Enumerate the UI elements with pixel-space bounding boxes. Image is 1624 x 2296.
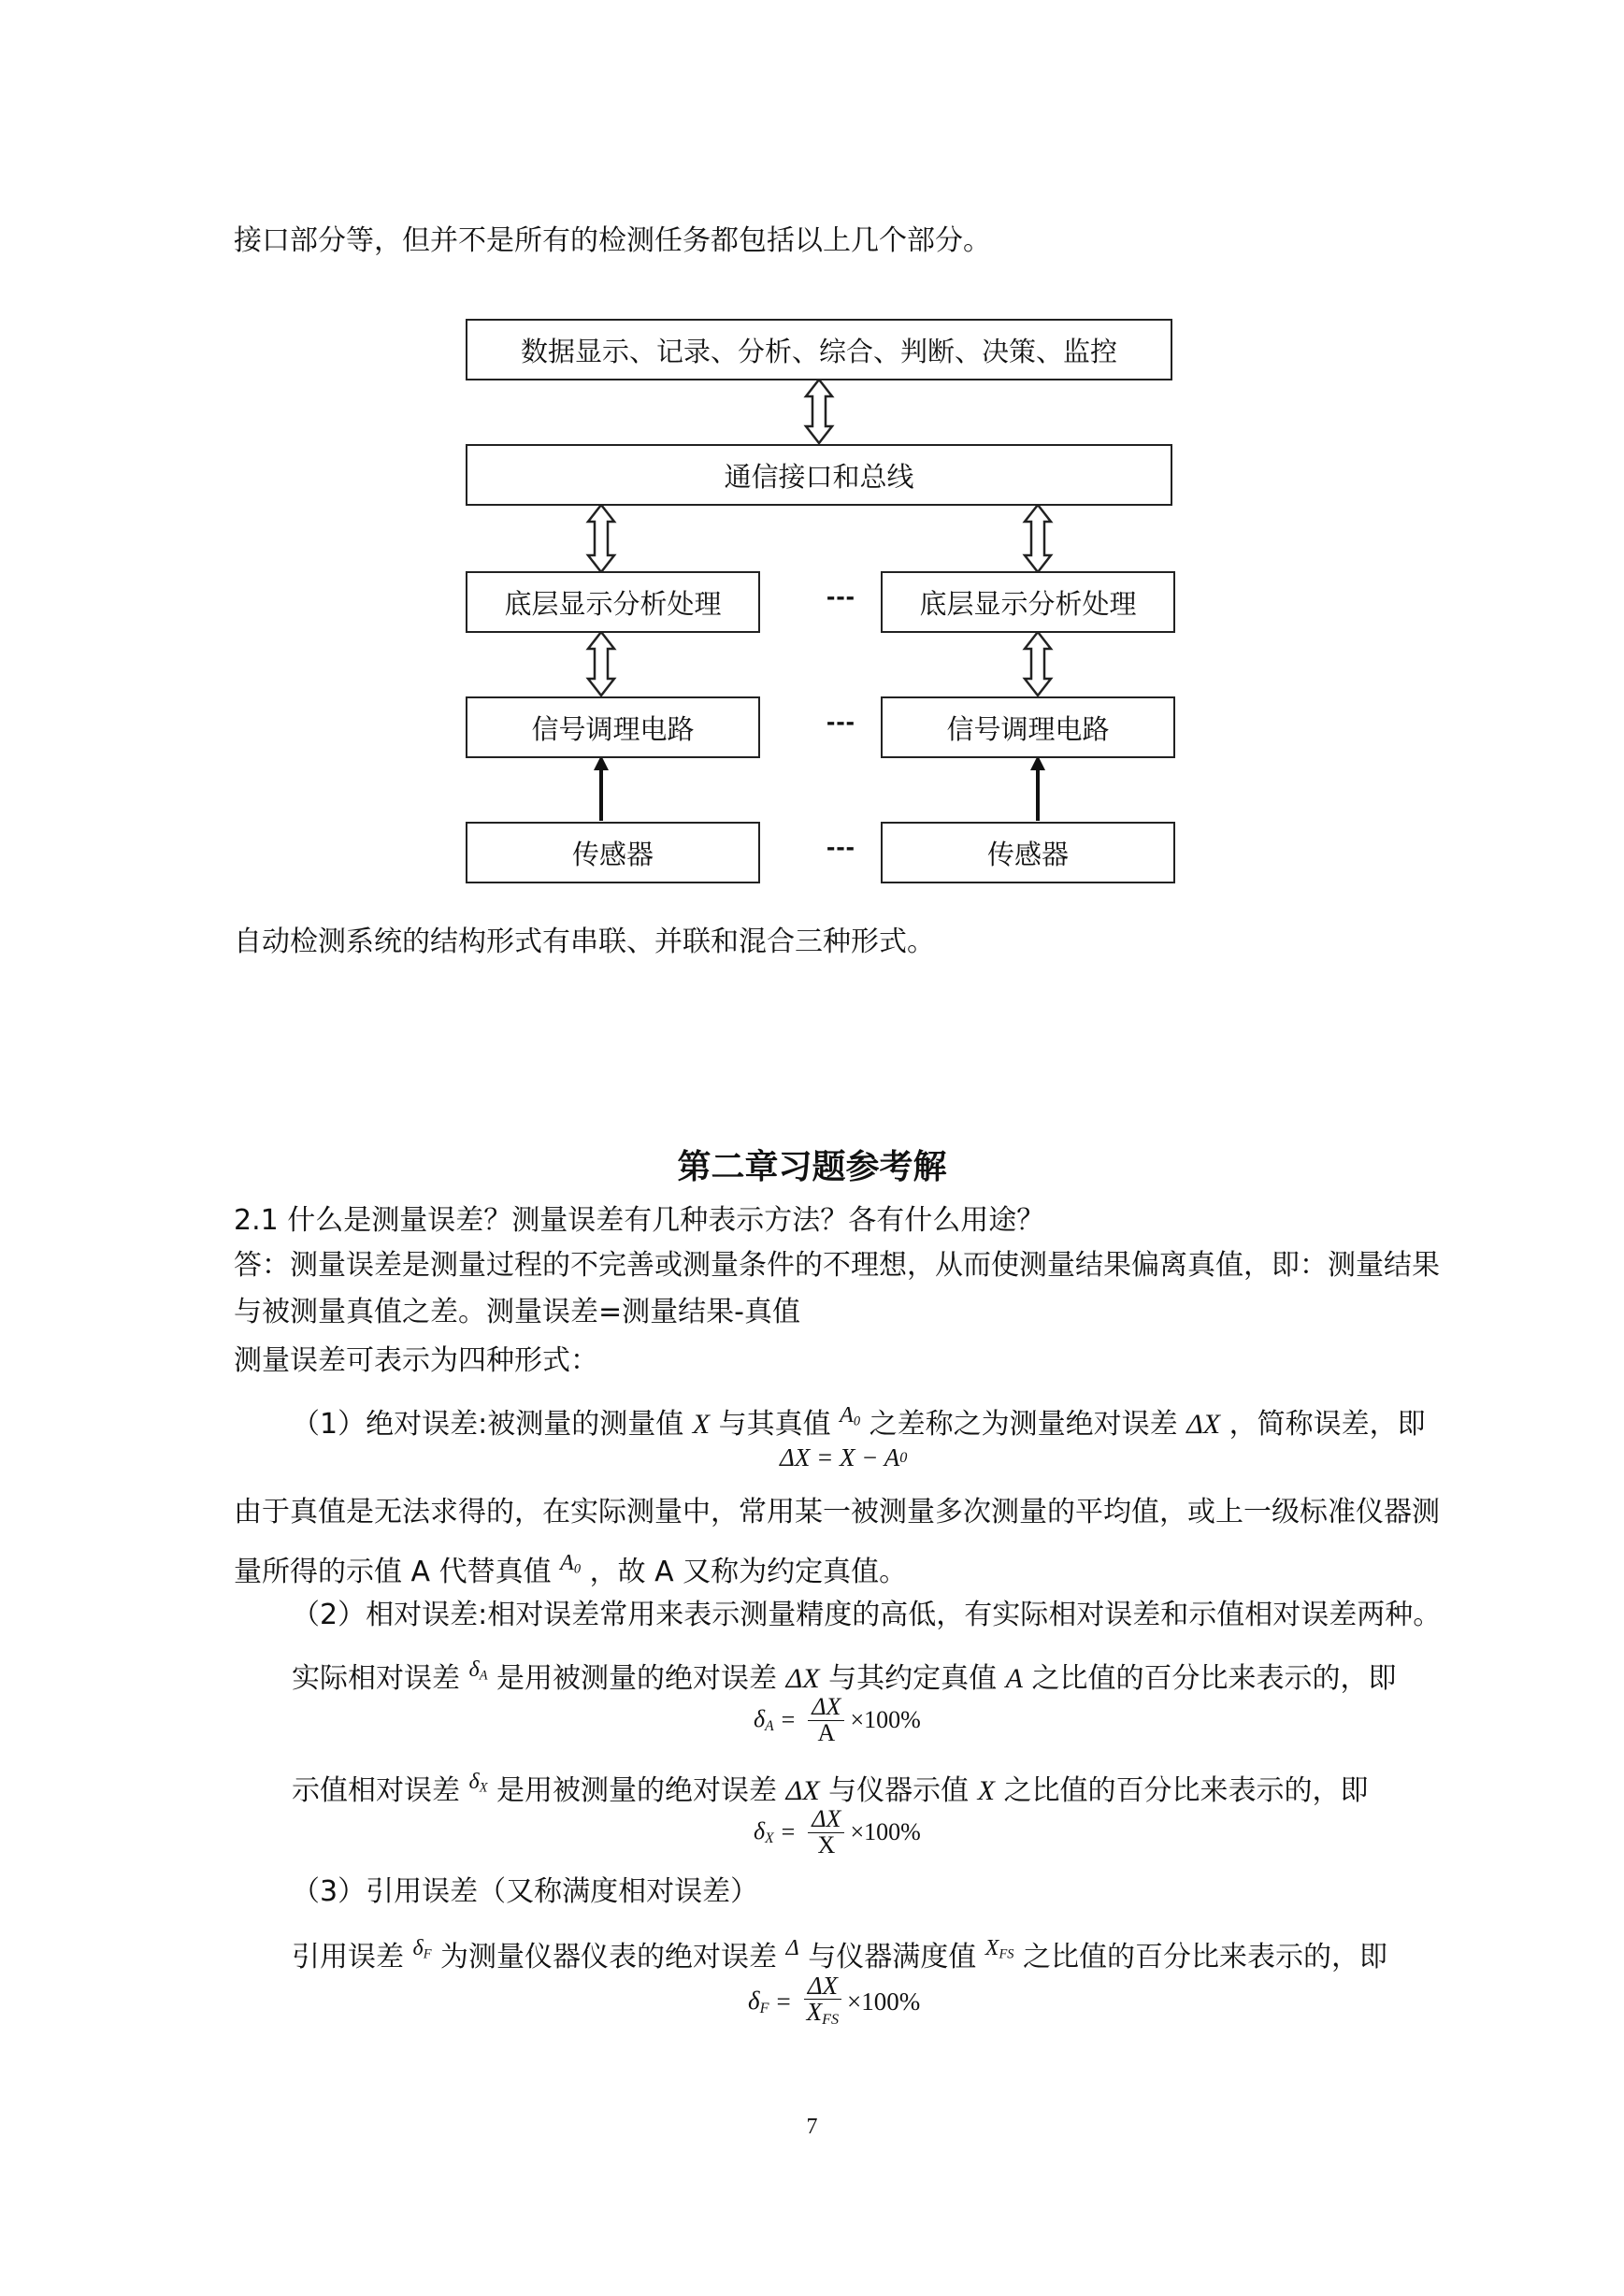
reference-error-heading: （3）引用误差（又称满度相对误差） — [292, 1875, 759, 1908]
truth-line-2: 量所得的示值 A 代替真值 $^{A_0}$ ，故 A 又称为约定真值。 — [234, 1551, 908, 1588]
symbol-delta-F: δF — [412, 1936, 432, 1962]
box-sensor-right: 传感器 — [881, 822, 1175, 883]
relative-error-heading: （2）相对误差:相对误差常用来表示测量精度的高低，有实际相对误差和示值相对误差两种。 — [292, 1599, 1442, 1631]
reference-error-line: 引用误差 $^{\delta_F}$ 为测量仪器仪表的绝对误差 $^\Delta$ 与仪器满度值 $^{X_{FS}}$ 之比值的百分比来表示的，即 — [292, 1936, 1387, 1973]
ellipsis-conditioning: --- — [826, 707, 855, 736]
ellipsis-processing: --- — [826, 581, 855, 610]
equation-absolute-error: ΔX = X − A 0 — [780, 1443, 908, 1471]
absolute-error-line: （1）绝对误差:被测量的测量值 X 与其真值 $^{A_0}$ 之差称之为测量绝对误差 ΔX ，简称误差，即 — [292, 1403, 1426, 1441]
truth-line-1: 由于真值是无法求得的，在实际测量中，常用某一被测量多次测量的平均值，或上一级标准仪器测 — [234, 1496, 1440, 1528]
chapter-title: 第二章习题参考解 — [677, 1148, 947, 1186]
equation-reference-error: $\delta_F$ = $\frac{\Delta X}{X_{FS}}$ ×100% — [748, 1972, 921, 2029]
double-arrow-left-1 — [588, 505, 614, 572]
equation-indicated-relative-error: $\delta_X$ = $\frac{\Delta X}{X}$ ×100% — [754, 1805, 921, 1858]
answer-line-2: 与被测量真值之差。测量误差=测量结果-真值 — [234, 1296, 800, 1328]
structure-line: 自动检测系统的结构形式有串联、并联和混合三种形式。 — [234, 926, 935, 958]
box-processing-right: 底层显示分析处理 — [881, 571, 1175, 633]
symbol-X-FS: XFS — [984, 1936, 1014, 1962]
ellipsis-sensor: --- — [826, 832, 855, 861]
answer-line-1: 答：测量误差是测量过程的不完善或测量条件的不理想，从而使测量结果偏离真值，即：测量结果 — [234, 1249, 1440, 1282]
box-conditioning-right: 信号调理电路 — [881, 696, 1175, 758]
double-arrow-right-2 — [1025, 632, 1051, 696]
actual-relative-error-line: 实际相对误差 $^{\delta_A}$ 是用被测量的绝对误差 ΔX 与其约定真值 A 之比值的百分比来表示的，即 — [292, 1657, 1397, 1695]
double-arrow-right-1 — [1025, 505, 1051, 572]
intro-line: 接口部分等，但并不是所有的检测任务都包括以上几个部分。 — [234, 224, 991, 257]
indicated-relative-error-line: 示值相对误差 $^{\delta_X}$ 是用被测量的绝对误差 ΔX 与仪器示值 X 之比值的百分比来表示的，即 — [292, 1770, 1369, 1807]
box-processing-left: 底层显示分析处理 — [466, 571, 760, 633]
box-comm-bus: 通信接口和总线 — [466, 444, 1172, 506]
box-display-analysis: 数据显示、记录、分析、综合、判断、决策、监控 — [466, 319, 1172, 380]
double-arrow-top — [806, 380, 832, 443]
symbol-delta-A: δA — [468, 1657, 488, 1684]
page-number: 7 — [806, 2115, 818, 2139]
box-sensor-left: 传感器 — [466, 822, 760, 883]
double-arrow-left-2 — [588, 632, 614, 696]
box-conditioning-left: 信号调理电路 — [466, 696, 760, 758]
symbol-A0-2: A0 — [560, 1551, 582, 1577]
symbol-delta-X: δX — [468, 1770, 488, 1796]
symbol-A0: A0 — [840, 1403, 861, 1429]
symbol-delta-x: ΔX — [1186, 1409, 1221, 1440]
forms-line: 测量误差可表示为四种形式： — [234, 1344, 598, 1377]
question-2-1: 2.1 什么是测量误差？测量误差有几种表示方法？各有什么用途？ — [234, 1204, 1045, 1237]
equation-actual-relative-error: $\delta_A$ = $\frac{\Delta X}{A}$ ×100% — [754, 1693, 921, 1746]
